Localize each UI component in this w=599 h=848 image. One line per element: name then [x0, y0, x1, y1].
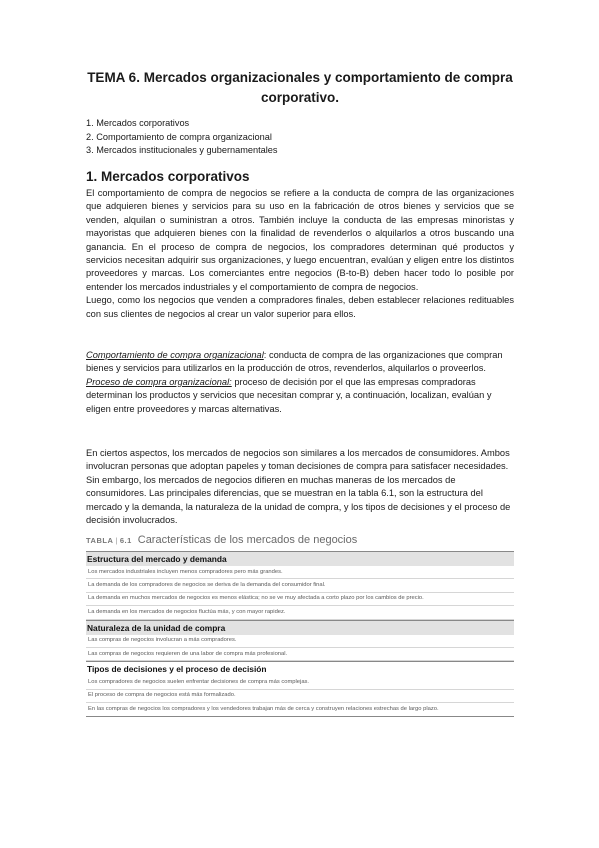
table-tag-label: TABLA [86, 535, 114, 545]
definition-text: : conducta de compra de las organizaciones que compran bienes y servicios para utilizarlos en la producción de otros, revenderlos, alquilarlos o proveerlos. [86, 350, 503, 374]
definition [86, 376, 514, 416]
table-row: La demanda de los compradores de negocios se deriva de la demanda del consumidor final. [86, 579, 514, 592]
table-row: Las compras de negocios requieren de una labor de compra más profesional. [86, 648, 514, 661]
paragraph: El comportamiento de compra de negocios se refiere a la conducta de compra de las organizaciones que adquieren bienes y servicios para su uso en la fabricación de otros bienes y servicios que se venden, alquilan o suministran a otros. También incluye la conducta de las empresas minoristas y mayoristas que adquieren bienes con la finalidad de revenderlos o alquilarlos a otros buscando una ganancia. En el proceso de compra de negocios, los compradores determinan qué productos y servicios necesitan adquirir sus organizaciones, y luego encuentran, evalúan y eligen entre los distintos proveedores y marcas. Los comerciantes entre negocios (B-to-B) deben hacer todo lo posible por entender los mercados industriales y el comportamiento de compra de negocios. [86, 188, 514, 292]
table-section-heading: Tipos de decisiones y el proceso de decisión [86, 661, 514, 676]
table-section-heading: Naturaleza de la unidad de compra [86, 620, 514, 635]
table-row: Los compradores de negocios suelen enfrentar decisiones de compra más complejas. [86, 676, 514, 689]
table-caption: Características de los mercados de negocios [137, 534, 358, 546]
table-of-contents [86, 117, 278, 158]
definition-text: proceso de decisión por el que las empresas compradoras determinan los productos y servicios que necesitan comprar y, a continuación, localizan, evalúan y eligen entre proveedores y marcas alternativas. [86, 376, 492, 414]
table-row: El proceso de compra de negocios está más formalizado. [86, 690, 514, 703]
document-title: TEMA 6. Mercados organizacionales y comportamiento de compra corporativo. [87, 70, 513, 105]
table-row: La demanda en muchos mercados de negocios es menos elástica; no se ve muy afectada a corto plazo por los cambios de precio. [86, 593, 514, 606]
table-header [86, 529, 514, 551]
paragraph: En ciertos aspectos, los mercados de negocios son similares a los mercados de consumidores. Ambos involucran personas que adoptan papeles y toman decisiones de compra para satisfacer necesidades. Sin embargo, los mercados de negocios difieren en muchas maneras de los mercados de consumidores. Las principales diferencias, que se muestran en la tabla 6.1, son la estructura del mercado y la demanda, la naturaleza de la unidad de compra, y los tipos de decisiones y el proceso de decisión involucrados. [86, 448, 511, 526]
table-row: En las compras de negocios los compradores y los vendedores trabajan más de cerca y construyen relaciones estrechas de largo plazo. [86, 703, 514, 716]
definitions [86, 349, 514, 416]
section-heading: 1. Mercados corporativos [86, 169, 250, 184]
table-row: Las compras de negocios involucran a más compradores. [86, 635, 514, 648]
table-number: 6.1 [119, 535, 132, 545]
table-row: La demanda en los mercados de negocios fluctúa más, y con mayor rapidez. [86, 606, 514, 619]
intro-section [86, 187, 514, 321]
table-tag: TABLA | 6.1 [86, 535, 132, 545]
table-figure [86, 529, 514, 712]
toc-item: 2. Comportamiento de compra organizacional [86, 131, 272, 142]
definition-term: Comportamiento de compra organizacional [86, 350, 264, 360]
table-section-heading: Estructura del mercado y demanda [86, 551, 514, 566]
definition [86, 349, 514, 376]
definition-term: Proceso de compra organizacional: [86, 376, 232, 387]
table-row: Los mercados industriales incluyen menos compradores pero más grandes. [86, 566, 514, 579]
toc-item: 3. Mercados institucionales y gubernamentales [86, 145, 278, 155]
paragraph: Luego, como los negocios que venden a compradores finales, deben establecer relaciones redituables con sus clientes de negocios al crear un valor superior para ellos. [86, 295, 514, 319]
toc-item: 1. Mercados corporativos [86, 118, 190, 128]
